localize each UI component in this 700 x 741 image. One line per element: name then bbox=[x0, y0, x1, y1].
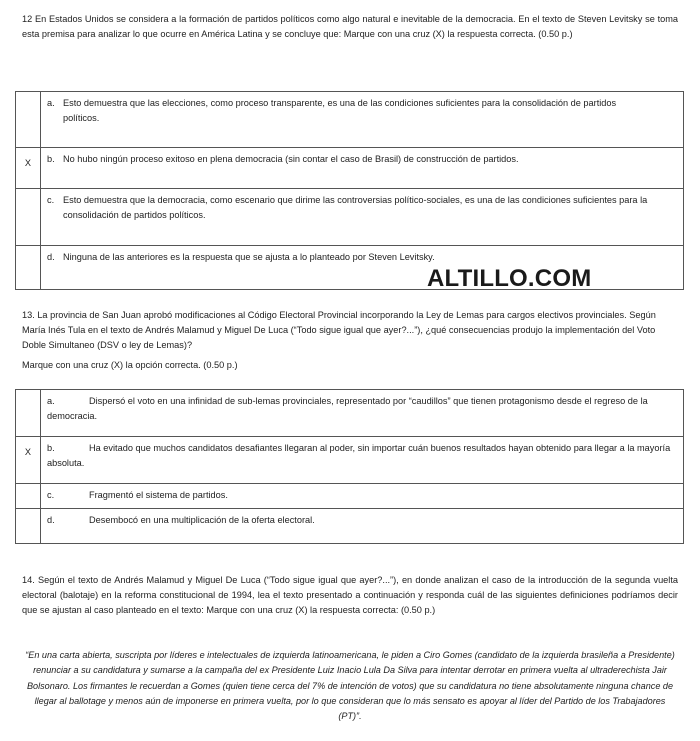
option-row[interactable] bbox=[16, 509, 684, 544]
answer-mark-cell[interactable] bbox=[16, 189, 41, 246]
option-text: Esto demuestra que las elecciones, como proceso transparente, es una de las condiciones suficientes para la consolidación de partidos políticos. bbox=[63, 98, 617, 123]
option-text: No hubo ningún proceso exitoso en plena democracia (sin contar el caso de Brasil) de construcción de partidos. bbox=[63, 154, 519, 164]
option-letter: d. bbox=[47, 252, 55, 262]
option-letter: d. bbox=[47, 515, 55, 525]
option-row[interactable] bbox=[16, 92, 684, 148]
option-letter: c. bbox=[47, 490, 55, 500]
answer-mark-cell[interactable] bbox=[16, 390, 41, 437]
option-text-cell bbox=[41, 509, 684, 544]
option-text-cell bbox=[41, 148, 684, 189]
option-text: Desembocó en una multiplicación de la oferta electoral. bbox=[89, 515, 315, 525]
option-row[interactable] bbox=[16, 148, 684, 189]
watermark-logo: ALTILLO.COM bbox=[427, 265, 592, 292]
option-text: Esto demuestra que la democracia, como escenario que dirime las controversias político-sociales, es una de las condiciones suficientes para la consolidación de partidos políticos. bbox=[63, 195, 648, 220]
option-text: Ninguna de las anteriores es la respuesta que se ajusta a lo planteado por Steven Levitsky. bbox=[63, 252, 435, 262]
answer-mark-cell[interactable] bbox=[16, 92, 41, 148]
answer-mark bbox=[16, 189, 40, 197]
answer-mark-cell[interactable] bbox=[16, 246, 41, 290]
question-13-text: 13. La provincia de San Juan aprobó modificaciones al Código Electoral Provincial incorporando la Ley de Lemas para cargos electivos provinciales. Según María Inés Tula en el texto de Andrés Malamud y Miguel De Luca (“Todo sigue igual que ayer?...”), ¿qué consecuencias produjo la implementación del Voto Doble Simultaneo (DSV o ley de Lemas)? bbox=[22, 310, 656, 350]
option-row[interactable] bbox=[16, 390, 684, 437]
answer-mark: X bbox=[24, 447, 32, 457]
option-text-cell bbox=[41, 92, 684, 148]
answer-mark bbox=[16, 509, 40, 517]
option-row[interactable] bbox=[16, 437, 684, 484]
question-14-quote: “En una carta abierta, suscripta por líderes e intelectuales de izquierda latinoamericana, le piden a Ciro Gomes (candidato de la izquierda brasileña a Presidente) renunciar a su candidatura y sumarse a la campaña del ex Presidente Luiz Inacio Lula Da Silva para intentar derrotar en primera vuelta al ultraderechista Jair Bolsonaro. Los firmantes le recuerdan a Gomes (quien tiene cerca del 7% de intención de votos) que su candidatura no tiene absolutamente ninguna chance de llegar al ballotage y menos aún de imponerse en primera vuelta, por lo que consideran que lo más sensato es apoyar al líder del Partido de los Trabajadores (PT)”. bbox=[25, 650, 675, 722]
answer-mark bbox=[16, 246, 40, 254]
question-13-instruction: Marque con una cruz (X) la opción correcta. (0.50 p.) bbox=[22, 360, 238, 370]
option-text-cell bbox=[41, 484, 684, 509]
answer-mark-cell[interactable] bbox=[16, 509, 41, 544]
answer-mark bbox=[16, 484, 40, 492]
option-letter: b. bbox=[47, 443, 55, 453]
option-text-cell bbox=[41, 189, 684, 246]
option-letter: c. bbox=[47, 195, 55, 205]
question-14-text: 14. Según el texto de Andrés Malamud y Miguel De Luca (“Todo sigue igual que ayer?...”), en donde analizan el caso de la introducción de la segunda vuelta electoral (balotaje) en la reforma constitucional de 1994, lea el texto presentado a continuación y responda cuál de las siguientes definiciones podríamos decir que se ajustan al caso planteado en el texto: Marque con una cruz (X) la respuesta correcta: (0.50 p.) bbox=[22, 575, 678, 615]
question-12-text: 12 En Estados Unidos se considera a la formación de partidos políticos como algo natural e inevitable de la democracia. En el texto de Steven Levitsky se toma esta premisa para analizar lo que ocurre en América Latina y se concluye que: Marque con una cruz (X) la respuesta correcta. (0.50 p.) bbox=[22, 14, 678, 39]
answer-mark bbox=[16, 390, 40, 398]
option-letter: b. bbox=[47, 154, 55, 164]
option-row[interactable] bbox=[16, 189, 684, 246]
question-12-options bbox=[15, 91, 684, 290]
option-text: Fragmentó el sistema de partidos. bbox=[89, 490, 228, 500]
option-row[interactable] bbox=[16, 484, 684, 509]
question-13-options bbox=[15, 389, 684, 544]
answer-mark-cell[interactable] bbox=[16, 437, 41, 484]
option-text-cell bbox=[41, 437, 684, 484]
option-letter: a. bbox=[47, 396, 55, 406]
option-text: Dispersó el voto en una infinidad de sub-lemas provinciales, representado por “caudillos” que tienen protagonismo desde el regreso de la democracia. bbox=[47, 396, 648, 421]
option-text-cell bbox=[41, 390, 684, 437]
option-letter: a. bbox=[47, 98, 55, 108]
answer-mark-cell[interactable] bbox=[16, 148, 41, 189]
answer-mark bbox=[16, 92, 40, 100]
option-text: Ha evitado que muchos candidatos desafiantes llegaran al poder, sin importar cuán buenos resultados hayan obtenido para llegar a la mayoría absoluta. bbox=[47, 443, 671, 468]
answer-mark: X bbox=[24, 158, 32, 168]
answer-mark-cell[interactable] bbox=[16, 484, 41, 509]
